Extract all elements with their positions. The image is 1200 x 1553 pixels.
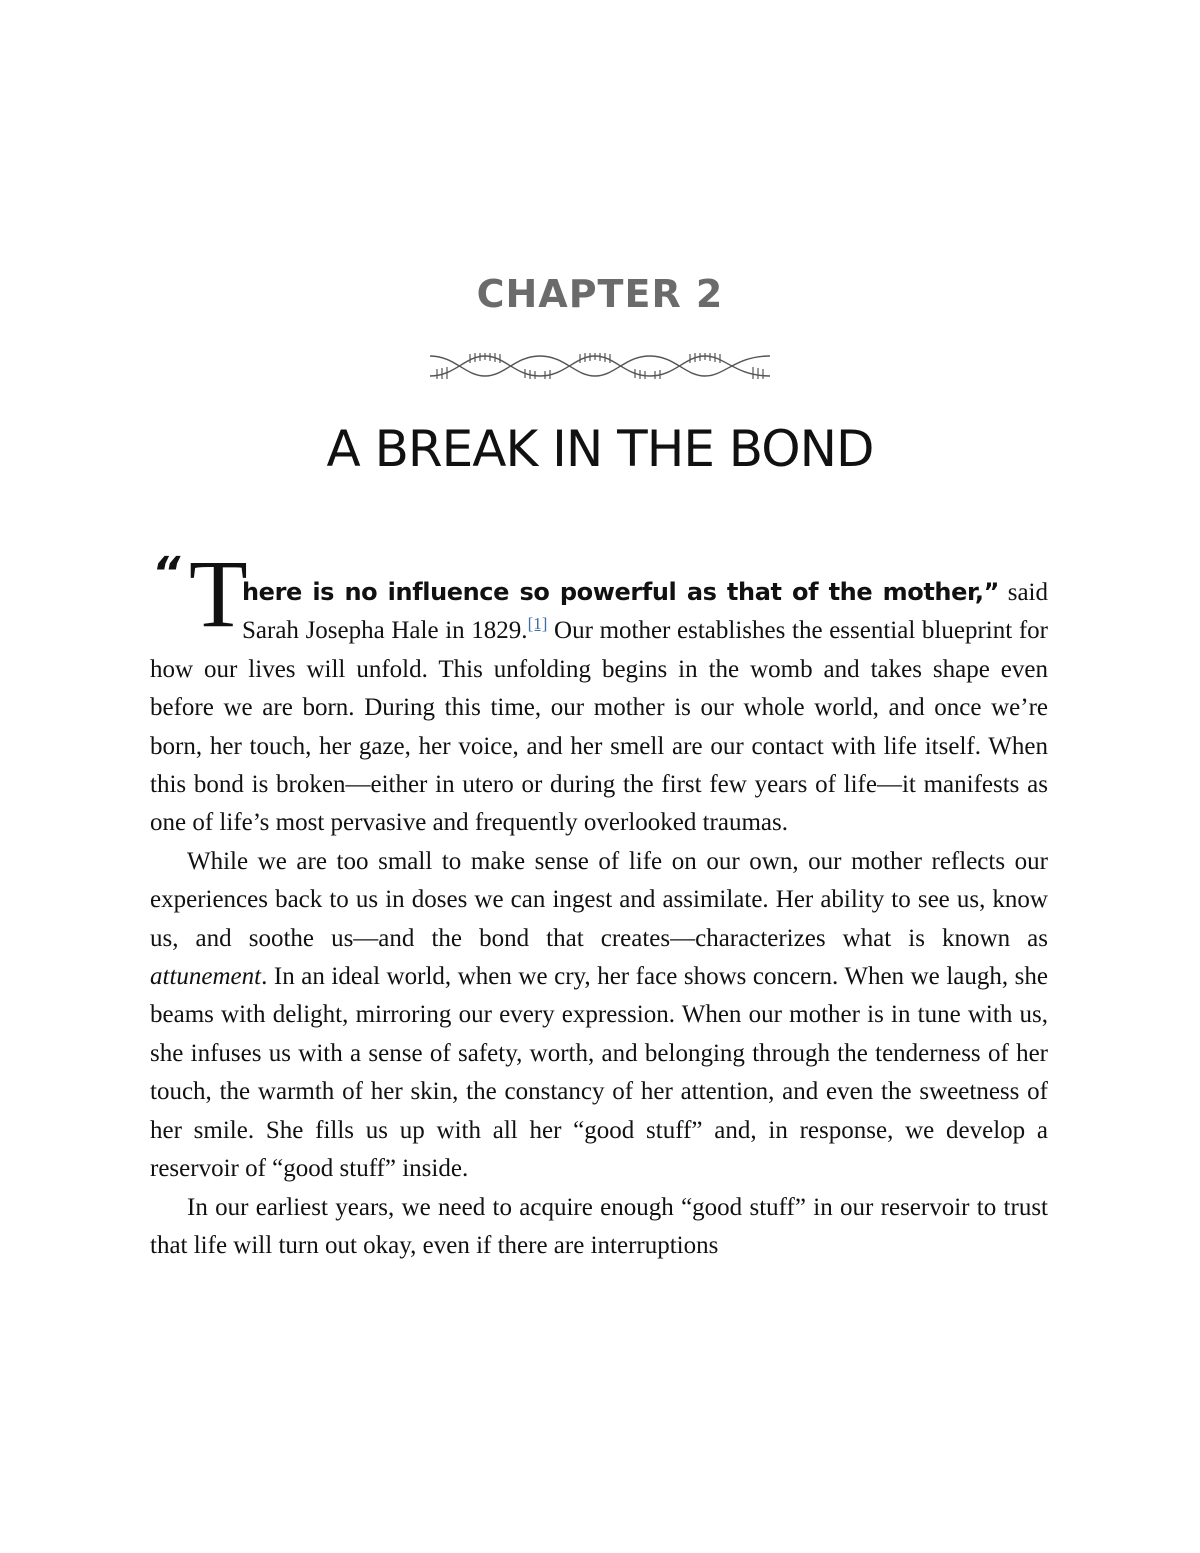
drop-cap: T xyxy=(189,540,248,647)
paragraph-2-text-b: . In an ideal world, when we cry, her face shows concern. When we laugh, she beams with delight, mirroring our every expression. When our mother is in tune with us, she infuses us with a sense of safety, worth, and belonging through the tenderness of her touch, the warmth of her skin, the constancy of her attention, and even the sweetness of her smile. She fills us up with all her “good stuff” and, in response, we develop a reservoir of “good stuff” inside. xyxy=(150,963,1048,1183)
chapter-title: A BREAK IN THE BOND xyxy=(326,420,874,478)
opening-attribution: said Sarah Josepha Hale in 1829. xyxy=(242,579,1048,645)
footnote-link[interactable]: [1] xyxy=(527,614,548,634)
chapter-body xyxy=(150,573,1048,1265)
drop-cap-space xyxy=(150,573,242,645)
paragraph-3: In our earliest years, we need to acquire enough “good stuff” in our reservoir to trust that life will turn out okay, even if there are interruptions xyxy=(150,1193,1048,1259)
chapter-number: CHAPTER 2 xyxy=(476,272,724,316)
paragraph-2-text-a: While we are too small to make sense of life on our own, our mother reflects our experiences back to us in doses we can ingest and assimilate. Her ability to see us, know us, and soothe us—and the bond that creates—characterizes what is known as xyxy=(150,847,1048,952)
paragraph-1-text: Our mother establishes the essential blueprint for how our lives will unfold. This unfolding begins in the womb and takes shape even before we are born. During this time, our mother is our whole world, and once we’re born, her touch, her gaze, her voice, and her smell are our contact with life itself. When this bond is broken—either in utero or during the first few years of life—it manifests as one of life’s most pervasive and frequently overlooked traumas. xyxy=(150,617,1048,837)
opening-quote-mark: “ xyxy=(152,548,181,599)
opening-quote-bold: here is no influence so powerful as that of the mother,” xyxy=(242,578,999,606)
paragraph-1 xyxy=(150,573,1048,843)
emphasis-term: attunement xyxy=(150,963,262,991)
dna-helix-ornament-icon xyxy=(425,350,775,382)
paragraph-2 xyxy=(150,843,1048,1189)
